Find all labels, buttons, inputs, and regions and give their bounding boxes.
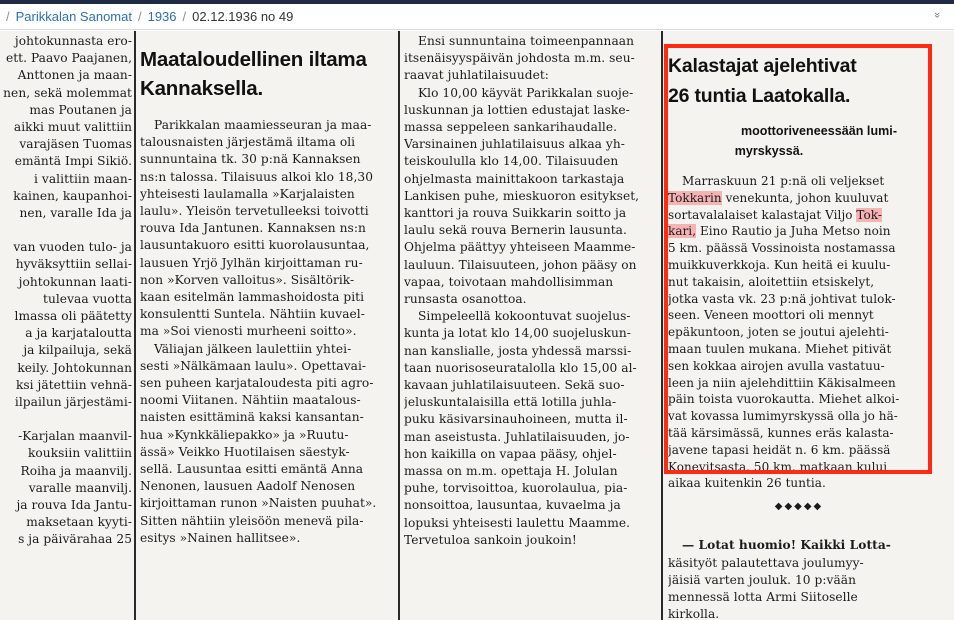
text-line: ett. Paavo Paajanen, [5,51,132,66]
text-line: sortavalalaiset kalastajat Viljo Tok- [668,207,882,222]
headline-line: Kannaksella. [140,77,263,100]
text-line: van vuoden tulo- ja [13,240,132,255]
text-line: ässä» Veikko Huotilaisen säestyk- [140,444,350,459]
text-line: aikaa kuitenkin 26 tuntia. [668,476,826,491]
text-line: muikkuverkkoja. Kun heitä ei kuulu- [668,257,891,272]
column-rule [134,31,136,620]
text-line: Marraskuun 21 p:nä oli veljekset [682,174,885,188]
text-line: hua »Kynkkäliepakko» ja »Ruutu- [140,427,349,442]
text-line: jeluskuntalaisilla että lotilla juhla- [404,395,617,410]
text-line: Väliajan jälkeen laulettiin yhtei- [154,341,352,356]
text-line: ilpailun järjestämi- [14,395,132,410]
article-column-2 [140,45,394,547]
text-line: nan kanslialle, josta yhdessä marssi- [404,343,632,358]
text-line: sellä. Lausuntaa esitti emäntä Anna [140,462,364,477]
text-line: rouva Ida Jantunen. Kannaksen ns:n [140,221,366,236]
text-line: tää kärsimässä, kunnes eräs kalasta- [668,425,894,440]
text-line: nut takaisin, aloitettiin etsiskelyt, [668,274,875,289]
text-line: ksi jätettiin vehnä- [15,377,132,392]
text-line: kari, Eino Rautio ja Juha Metso noin [668,224,891,239]
text-line: Tokkarin venekunta, johon kuuluvat [668,190,889,205]
search-highlight: Tokkarin [668,190,722,205]
text-line: puku käsivarsinauhoineen, mutta il- [404,412,628,427]
text-line: päin toista vuorokautta. Miehet alkoi- [668,392,900,407]
text-line: sunnuntaina tk. 30 p:nä Kannaksen [140,152,361,167]
subhead-line: myrskyssä. [734,144,804,158]
text-line: mas Poutanen ja [29,102,132,117]
text-line: käsityöt palautettava joulumyy- [668,555,864,570]
text-line: — Lotat huomio! Kaikki Lotta- [682,538,891,553]
text-line: a ja karjataloutta [25,326,132,341]
text-line: aikki muut valittiin [13,120,132,135]
text-line: s ja päivärahaa 25 [18,532,132,547]
text-line [0,222,132,239]
text-line: kainen, kaupanhoi- [13,188,132,203]
text-line: kirkolla. [668,607,720,620]
search-highlight: Tok- [856,207,882,222]
text-line: Ensi sunnuntaina toimeenpannaan [418,34,634,48]
text-line: runsasta osanottoa. [404,292,527,307]
text-line: varalle maanvilj. [28,480,132,495]
text-line: ohjelmasta mainittakoon tarkastaja [404,171,625,186]
text-line: i valittiin maan- [34,171,132,186]
text-line: maan tuulen mukana. Miehet pitivät [668,341,892,356]
text-line: lopuksi yhteisesti laulettu Maamme. [404,515,631,530]
text-line: mennessä lotta Armi Siitoselle [668,589,858,604]
breadcrumb-separator: / [6,9,10,24]
breadcrumb-link-newspaper[interactable]: Parikkalan Sanomat [15,9,132,24]
text-line: lauluun. Tilaisuuteen, johon pääsy on [404,257,637,272]
text-line: Anttonen ja maan- [17,68,132,83]
text-line: 5 km. päässä Vossinoista nostamassa [668,241,896,256]
lotta-notice [668,537,930,620]
text-line: hyväksyttiin sellai- [15,257,132,272]
text-line: taan nuorisoseuratalolla klo 15,00 al- [404,360,637,375]
article-end-ornament: ◆◆◆◆◆ [774,501,824,513]
text-line: maksetaan kyyti- [26,515,132,530]
text-line: talousnaisten järjestämä iltama oli [140,135,356,150]
text-line: laulu». Yleisön tervetulleeksi toivotti [140,204,369,219]
search-result-highlight-box[interactable] [664,44,932,474]
article-column-3 [404,33,658,549]
text-line: kunta ja lotat klo 14,00 suojeluskun- [404,326,631,341]
headline-line: Maataloudellinen iltama [140,48,367,71]
text-line: jotka vasta vk. 23 p:nä johtivat tulok- [668,291,896,306]
text-line: non »Korven valloitus». Sisältörik- [140,272,355,287]
text-line: johtokunnan laati- [18,274,132,289]
text-line: sesti »Nälkämaan laulu». Opettavai- [140,358,367,373]
text-line: Roiha ja maanvilj. [20,463,132,478]
text-line: sen puheen karjataloudesta piti agro- [140,376,374,391]
column-rule [398,31,400,620]
text-line: nen, sekä molemmat [3,85,132,100]
text-line: raavat juhlatilaisuudet: [404,68,549,83]
text-line: lmassa oli päätetty [14,309,132,324]
text-line: luskunnan ja lottien edustajat laske- [404,102,630,117]
text-line: nen, varalle Ida ja [19,206,132,221]
text-line: Klo 10,00 käyvät Parikkalan suoje- [418,85,634,100]
text-line: keily. Johtokunnan [17,360,132,375]
breadcrumb-link-year[interactable]: 1936 [147,9,177,24]
headline-line: 26 tuntia Laatokalla. [668,85,851,107]
text-line: hon kaikilla on vapaa pääsy, ohjel- [404,446,617,461]
breadcrumb [0,4,954,30]
text-line: ns:n talossa. Tilaisuus alkoi klo 18,30 [140,169,374,184]
article-column-1 [0,33,132,549]
text-line: teiskoululla klo 14,00. Tilaisuuden [404,154,619,169]
text-line: Varsinainen juhlatilaisuus alkaa yh- [404,137,625,152]
text-line: sen kokkaa airojen avulla vastatuu- [668,358,885,373]
text-line: ja rouva Ida Jantu- [16,498,132,513]
text-line: -Karjalan maanvil- [18,429,132,444]
breadcrumb-separator: / [182,9,187,24]
text-line: itsenäisyyspäivän johdosta m.m. seu- [404,51,635,66]
breadcrumb-separator: / [137,9,142,24]
text-line: varajäsen Tuomas [19,137,132,152]
text-line: Tervetuloa sankoin joukoin! [404,532,577,547]
text-line: Konevitsasta. 50 km. matkaan kului [668,459,888,474]
search-highlight: kari, [668,224,697,239]
text-line: ja kilpailuja, sekä [23,343,132,358]
chevron-down-icon[interactable]: » [930,11,943,19]
text-line: kanttori ja rouva Suikkarin soitto ja [404,206,627,221]
text-line: vapaa, toivotaan mahdollisimman [404,274,614,289]
text-line: naisten esittäminä kaksi kansantan- [140,410,364,425]
text-line: lausuen Yrjö Jylhän kirjoittaman ru- [140,255,363,270]
text-line: emäntä Impi Sikiö. [14,154,132,169]
text-line: lausuntakuoro esitti kuorolausuntaa, [140,238,370,253]
text-line: nonsoittoa, lausuntaa, kuvaelma ja [404,498,621,513]
text-line: Nenonen, lausuen Aadolf Nenosen [140,479,356,494]
text-line: tulevaa vuotta [43,291,132,306]
text-line: vat kovassa lumimyrskyssä olla jo hä- [668,409,898,424]
text-line: kirjoittaman runon »Naisten puuhat». [140,496,377,511]
text-line: leen ja niin ajelehdittiin Käkisalmeen [668,375,896,390]
text-line: Lankisen puhe, mieskuoron esitykset, [404,188,640,203]
text-line: Ohjelma päättyy yhteiseen Maamme- [404,240,636,255]
text-line: konsulentti Suntela. Nähtiin kuvael- [140,307,365,322]
article-headline [140,45,394,103]
text-line: Parikkalan maamiesseuran ja maa- [154,118,372,132]
headline-line: Kalastajat ajelehtivat [668,55,857,77]
text-line: massa seppeleen sankarihaudalle. [404,120,618,135]
text-line: kavaan juhlatilaisuuteen. Sekä suo- [404,378,625,393]
column-rule [661,31,663,620]
text-line [0,411,132,428]
text-line: ma »Soi vienosti murheeni soitto». [140,324,357,339]
text-line: esitys »Nainen hallitsee». [140,530,301,545]
text-line: kaan esitelmän lammashoidosta piti [140,290,365,305]
breadcrumb-current-issue: 02.12.1936 no 49 [192,9,294,24]
text-line: laulu sekä rouva Bernerin lausunta. [404,223,627,238]
text-line: johtokunnasta ero- [14,34,132,48]
text-line: Simpeleellä kokoontuvat suojelus- [418,309,631,324]
text-line: yhteisesti laulamalla »Karjalaisten [140,186,355,201]
text-line: puhe, torvisoittoa, kuorolaulua, pia- [404,481,628,496]
text-line: noomi Viitanen. Nähtiin maatalous- [140,393,361,408]
subhead-line: moottoriveneessään lumi- [740,124,898,138]
text-line: jäisiä varten jouluk. 10 p:vään [668,572,856,587]
newspaper-page-scan[interactable] [0,31,954,620]
text-line: Sitten nähtiin yleisöön menevä pila- [140,513,364,528]
text-line: epäkuntoon, joten se joutui ajelehti- [668,325,889,340]
text-line: kouksiin valittiin [27,446,132,461]
text-line: man aseistusta. Juhlatilaisuuden, jo- [404,429,630,444]
text-line: javene tapasi heidät n. 6 km. päässä [668,442,891,457]
text-line: seen. Veneen moottori oli mennyt [668,308,874,323]
article-body [140,117,394,547]
text-line: massa on m.m. opettaja H. Jolulan [404,464,618,479]
